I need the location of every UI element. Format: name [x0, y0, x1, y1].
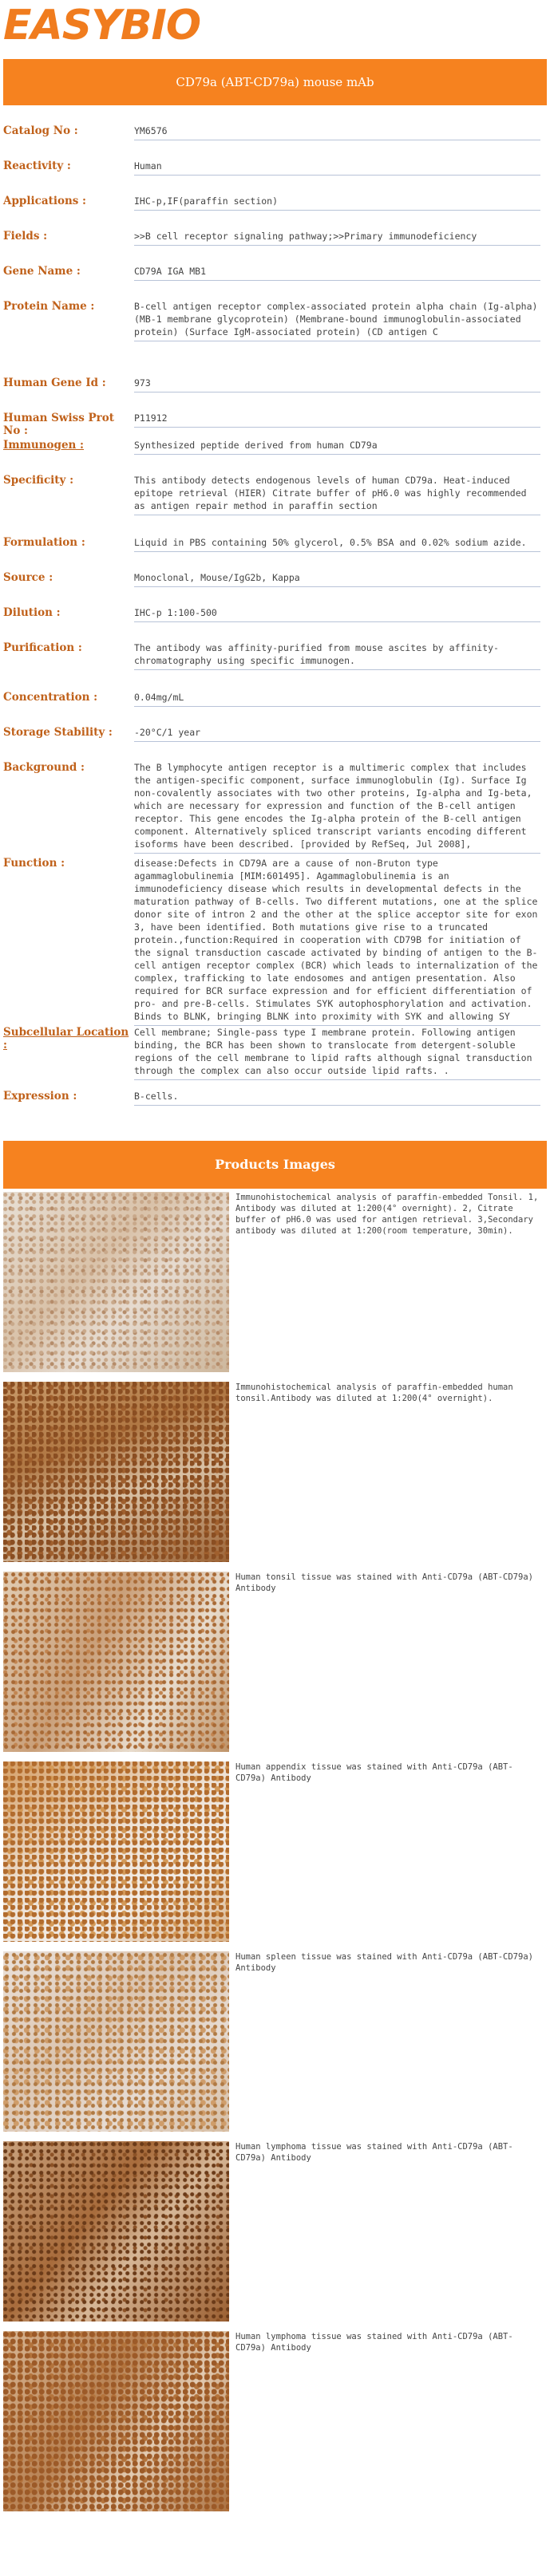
field-row	[0, 195, 550, 230]
field-row	[0, 606, 550, 641]
image-row	[0, 1572, 550, 1752]
field-label: Background :	[3, 761, 85, 774]
field-value: IHC-p 1:100-500	[134, 606, 540, 622]
ihc-image[interactable]	[3, 1572, 229, 1752]
field-row	[0, 691, 550, 726]
field-label: Applications :	[3, 195, 87, 207]
ihc-image[interactable]	[3, 2331, 229, 2511]
field-label: Fields :	[3, 230, 48, 243]
image-caption: Human lymphoma tissue was stained with Anti-CD79a (ABT-CD79a) Antibody	[235, 2142, 513, 2163]
field-value: 973	[134, 377, 540, 393]
ihc-image[interactable]	[3, 1761, 229, 1942]
image-caption: Human lymphoma tissue was stained with Anti-CD79a (ABT-CD79a) Antibody	[235, 2332, 513, 2353]
field-row	[0, 641, 550, 691]
field-row	[0, 412, 550, 439]
image-caption: Human tonsil tissue was stained with Anti-CD79a (ABT-CD79a) Antibody	[235, 1572, 533, 1593]
field-row	[0, 230, 550, 265]
field-label: Expression :	[3, 1090, 77, 1103]
field-value: 0.04mg/mL	[134, 691, 540, 707]
field-label: Specificity :	[3, 474, 74, 487]
field-row	[0, 761, 550, 857]
field-label: Human Swiss Prot No :	[3, 412, 115, 437]
field-row	[0, 571, 550, 606]
ihc-image[interactable]	[3, 1951, 229, 2132]
field-label: Storage Stability :	[3, 726, 113, 739]
field-row	[0, 726, 550, 761]
field-value: B-cells.	[134, 1090, 540, 1106]
field-row	[0, 265, 550, 300]
field-row	[0, 474, 550, 536]
image-caption: Human spleen tissue was stained with Anti-CD79a (ABT-CD79a) Antibody	[235, 1952, 533, 1973]
field-label: Protein Name :	[3, 300, 95, 313]
field-value: >>B cell receptor signaling pathway;>>Primary immunodeficiency	[134, 230, 540, 246]
field-value: The B lymphocyte antigen receptor is a multimeric complex that includes the antigen-specific component, surface immunoglobulin (Ig). Surface Ig non-covalently associates with two other proteins, Ig-alpha and Ig-beta, which are necessary for expression and function of the B-cell antigen receptor. This gene encodes the Ig-alpha protein of the B-cell antigen component. Alternatively spliced transcript variants encoding different isoforms have been described. [provided by RefSeq, Jul 2008],	[134, 761, 540, 854]
field-value: The antibody was affinity-purified from mouse ascites by affinity-chromatography using specific immunogen.	[134, 641, 540, 670]
image-row	[0, 1192, 550, 1372]
ihc-image[interactable]	[3, 1192, 229, 1372]
logo-text: EASYBIO	[3, 2, 201, 49]
field-row	[0, 1026, 550, 1090]
field-label: Concentration :	[3, 691, 98, 704]
field-value: Human	[134, 160, 540, 176]
field-label: Immunogen :	[3, 439, 85, 452]
ihc-image[interactable]	[3, 2141, 229, 2322]
products-images-title: Products Images	[215, 1157, 335, 1172]
field-label: Gene Name :	[3, 265, 81, 278]
field-label: Subcellular Location :	[3, 1026, 129, 1051]
field-value: This antibody detects endogenous levels of human CD79a. Heat-induced epitope retrieval (HIER) Citrate buffer of pH6.0 was highly recommended as antigen repair method in paraffin section	[134, 474, 540, 515]
field-label: Dilution :	[3, 606, 61, 619]
field-label: Reactivity :	[3, 160, 71, 172]
field-value: YM6576	[134, 124, 540, 140]
brand-logo[interactable]	[0, 0, 550, 48]
field-row	[0, 160, 550, 195]
product-title: CD79a (ABT-CD79a) mouse mAb	[176, 75, 374, 89]
field-label: Formulation :	[3, 536, 85, 549]
field-value: Cell membrane; Single-pass type I membrane protein. Following antigen binding, the BCR has been shown to translocate from detergent-soluble regions of the cell membrane to lipid rafts although signal transduction through the complex can also occur outside lipid rafts. .	[134, 1026, 540, 1080]
field-label: Source :	[3, 571, 53, 584]
field-value: P11912	[134, 412, 540, 428]
field-label: Catalog No :	[3, 124, 78, 137]
field-value: CD79A IGA MB1	[134, 265, 540, 281]
field-label: Purification :	[3, 641, 82, 654]
field-label: Function :	[3, 857, 65, 870]
image-row	[0, 2141, 550, 2322]
product-images	[0, 1192, 550, 2511]
image-row	[0, 2331, 550, 2511]
field-value: -20°C/1 year	[134, 726, 540, 742]
image-caption: Human appendix tissue was stained with Anti-CD79a (ABT-CD79a) Antibody	[235, 1762, 513, 1783]
field-row	[0, 377, 550, 412]
product-fields	[0, 124, 550, 1122]
field-row	[0, 857, 550, 1026]
products-images-banner	[3, 1141, 547, 1189]
field-value: IHC-p,IF(paraffin section)	[134, 195, 540, 211]
field-value: Monoclonal, Mouse/IgG2b, Kappa	[134, 571, 540, 587]
ihc-image[interactable]	[3, 1382, 229, 1562]
field-row	[0, 439, 550, 474]
product-title-banner	[3, 59, 547, 105]
field-row	[0, 1090, 550, 1122]
field-value: Liquid in PBS containing 50% glycerol, 0.5% BSA and 0.02% sodium azide.	[134, 536, 540, 552]
image-row	[0, 1951, 550, 2132]
image-row	[0, 1382, 550, 1562]
field-row	[0, 124, 550, 160]
field-row	[0, 300, 550, 377]
image-row	[0, 1761, 550, 1942]
field-value: disease:Defects in CD79A are a cause of non-Bruton type agammaglobulinemia [MIM:601495]. Agammaglobulinemia is an immunodeficiency disease which results in developmental defects in the maturation pathway of B-cells. Two different mutations, one at the splice donor site of intron 2 and the other at the splice acceptor site for exon 3, have been identified. Both mutations give rise to a truncated protein.,function:Required in cooperation with CD79B for initiation of the signal transduction cascade activated by binding of antigen to the B-cell antigen receptor complex (BCR) which leads to internalization of the complex, trafficking to late endosomes and antigen presentation. Also required for BCR surface expression and for efficient differentiation of pro- and pre-B-cells. Stimulates SYK autophosphorylation and activation. Binds to BLNK, bringing BLNK into proximity with SYK and allowing SY	[134, 857, 540, 1026]
field-value: B-cell antigen receptor complex-associated protein alpha chain (Ig-alpha) (MB-1 membrane glycoprotein) (Membrane-bound immunoglobulin-associated protein) (Surface IgM-associated protein) (CD antigen C	[134, 300, 540, 341]
field-row	[0, 536, 550, 571]
field-label: Human Gene Id :	[3, 377, 106, 389]
field-value: Synthesized peptide derived from human CD79a	[134, 439, 540, 455]
image-caption: Immunohistochemical analysis of paraffin-embedded Tonsil. 1, Antibody was diluted at 1:200(4° overnight). 2, Citrate buffer of pH6.0 was used for antigen retrieval. 3,Secondary antibody was diluted at 1:200(room temperature, 30min).	[235, 1193, 539, 1236]
image-caption: Immunohistochemical analysis of paraffin-embedded human tonsil.Antibody was diluted at 1:200(4° overnight).	[235, 1383, 513, 1403]
